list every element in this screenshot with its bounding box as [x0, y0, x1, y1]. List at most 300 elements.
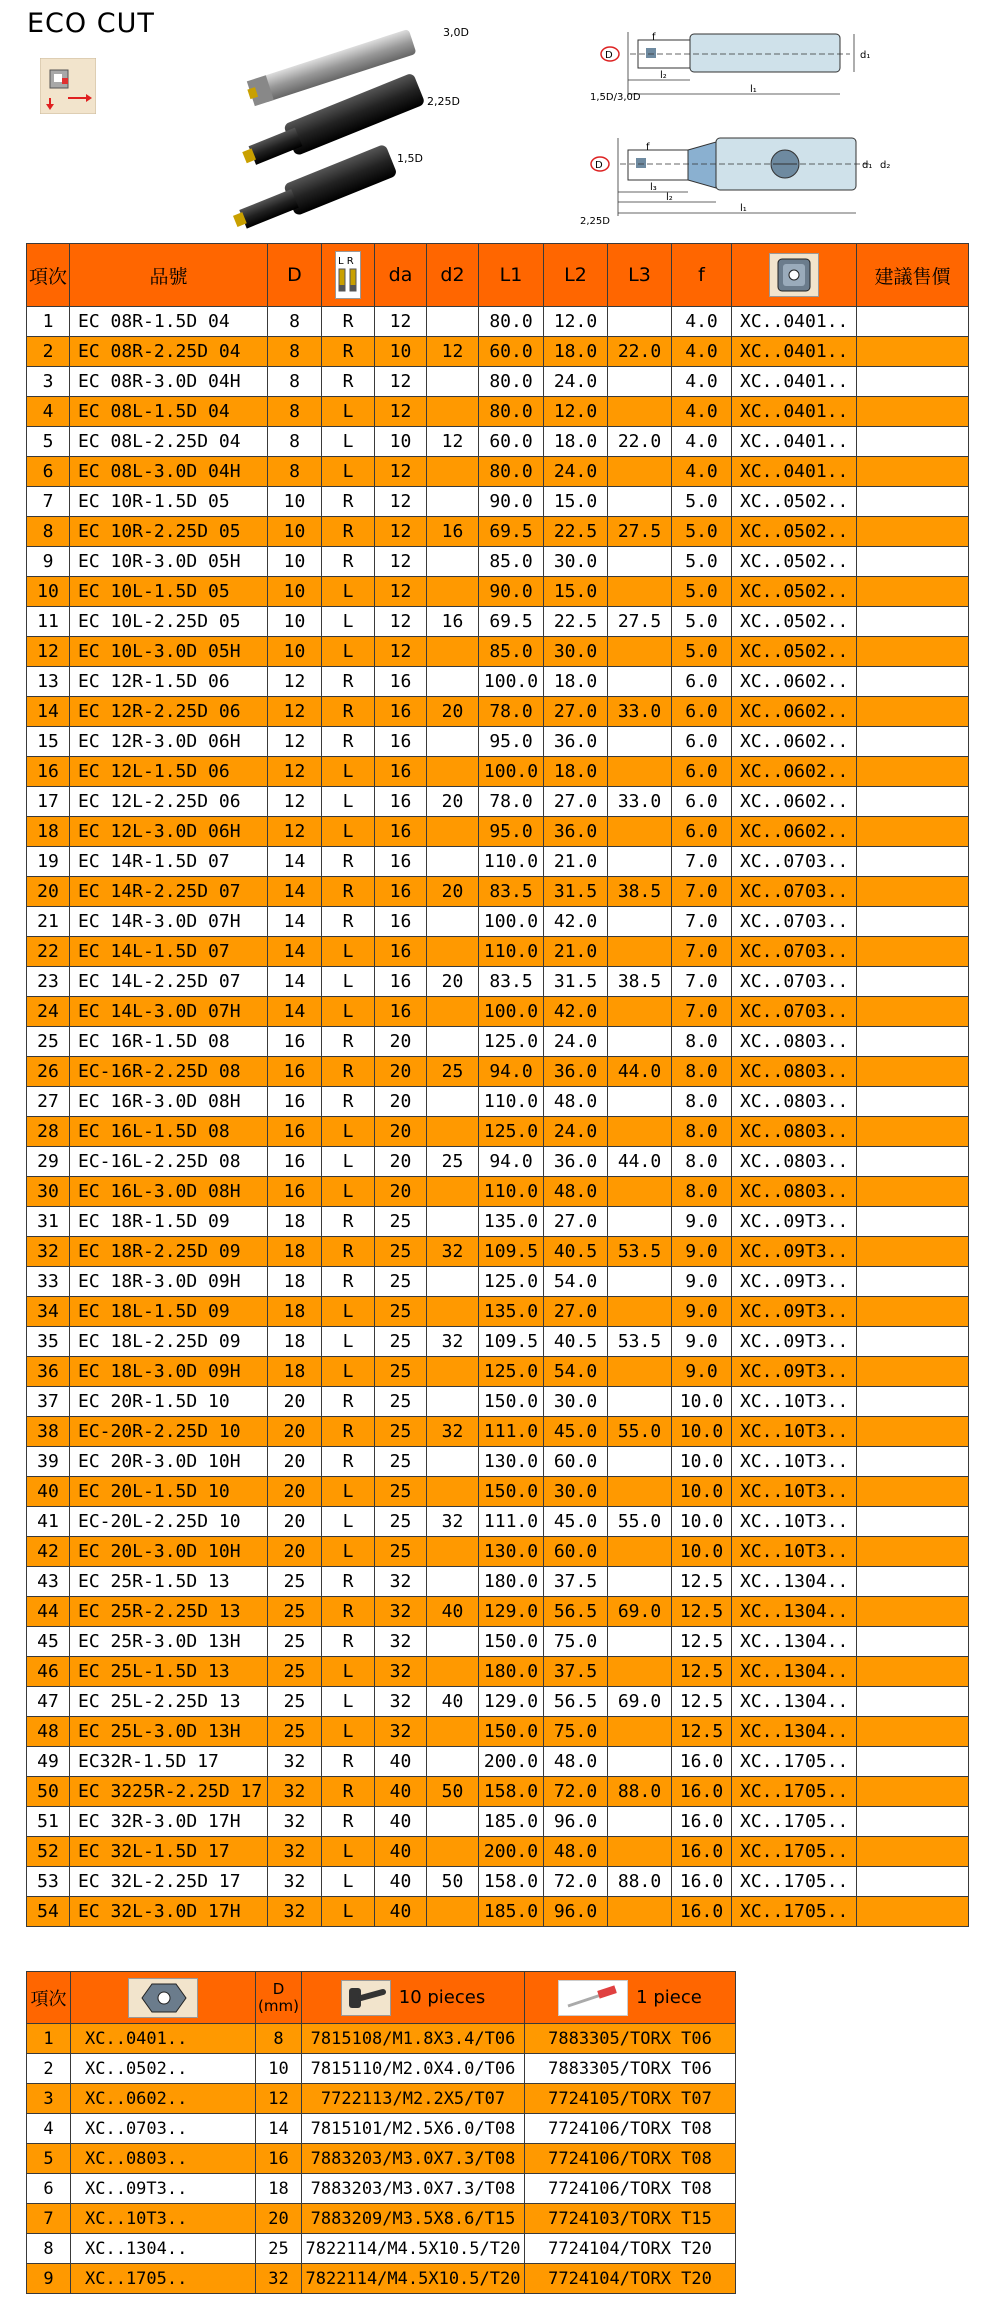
cell-no: 11	[27, 607, 70, 637]
cell-d2: 32	[427, 1327, 479, 1357]
cell-d2	[427, 1837, 479, 1867]
cell-f: 4.0	[672, 367, 732, 397]
cell-l2: 96.0	[544, 1897, 608, 1927]
cell-part: EC 18L-2.25D 09	[70, 1327, 268, 1357]
table-row	[27, 2024, 736, 2054]
cell-part: EC 18R-2.25D 09	[70, 1237, 268, 1267]
cell-price	[857, 1297, 969, 1327]
table-row	[27, 637, 969, 667]
accessory-table-body	[27, 2024, 736, 2294]
col-lr-header	[322, 244, 375, 307]
cell-l1: 111.0	[479, 1507, 544, 1537]
cell-l2: 48.0	[544, 1837, 608, 1867]
cell-f: 7.0	[672, 967, 732, 997]
cell-insert: XC..0803..	[732, 1177, 857, 1207]
cell-l2: 30.0	[544, 1477, 608, 1507]
cell-price	[857, 1267, 969, 1297]
cell-part: EC 20R-1.5D 10	[70, 1387, 268, 1417]
cell-price	[857, 1507, 969, 1537]
cell-l3	[608, 667, 672, 697]
cell-no: 38	[27, 1417, 70, 1447]
diag-bottom-l2: l₂	[666, 192, 673, 203]
cell-l3	[608, 937, 672, 967]
table-row	[27, 487, 969, 517]
cell-l3: 22.0	[608, 427, 672, 457]
cell-key: 7883305/TORX T06	[525, 2024, 736, 2054]
cell-d: 20	[256, 2204, 302, 2234]
cell-insert: XC..1705..	[71, 2264, 256, 2294]
cell-price	[857, 697, 969, 727]
spec-header-row	[27, 244, 969, 307]
cell-d: 20	[268, 1537, 322, 1567]
cell-no: 51	[27, 1807, 70, 1837]
cell-f: 8.0	[672, 1147, 732, 1177]
cell-f: 6.0	[672, 787, 732, 817]
cell-d: 16	[268, 1087, 322, 1117]
cell-d2	[427, 667, 479, 697]
table-row	[27, 877, 969, 907]
cell-d: 12	[256, 2084, 302, 2114]
cell-d2	[427, 757, 479, 787]
cell-da: 16	[375, 667, 427, 697]
cell-l3	[608, 307, 672, 337]
cell-l2: 72.0	[544, 1867, 608, 1897]
table-row	[27, 1147, 969, 1177]
cell-l3: 33.0	[608, 787, 672, 817]
cell-insert: XC..0401..	[732, 427, 857, 457]
cell-d: 14	[268, 997, 322, 1027]
cell-d: 8	[268, 337, 322, 367]
cell-d2	[427, 577, 479, 607]
table-row	[27, 907, 969, 937]
cell-d2	[427, 727, 479, 757]
cell-l2: 18.0	[544, 427, 608, 457]
cell-lr: L	[322, 997, 375, 1027]
cell-lr: R	[322, 1207, 375, 1237]
cell-d2	[427, 1567, 479, 1597]
cell-f: 4.0	[672, 397, 732, 427]
cell-part: EC 32L-2.25D 17	[70, 1867, 268, 1897]
cell-l2: 18.0	[544, 757, 608, 787]
acc-insert-header	[71, 1972, 256, 2024]
cell-d2	[427, 367, 479, 397]
cell-insert: XC..0502..	[732, 577, 857, 607]
cell-lr: R	[322, 1597, 375, 1627]
cell-lr: R	[322, 1027, 375, 1057]
cell-no: 53	[27, 1867, 70, 1897]
table-row	[27, 577, 969, 607]
cell-l2: 27.0	[544, 1207, 608, 1237]
cell-l2: 15.0	[544, 577, 608, 607]
acc-d-unit: (mm)	[258, 1996, 299, 2015]
cell-da: 12	[375, 607, 427, 637]
cell-da: 32	[375, 1717, 427, 1747]
table-row	[27, 1567, 969, 1597]
cell-insert: XC..1705..	[732, 1777, 857, 1807]
label-3d: 3,0D	[443, 26, 469, 39]
cell-f: 9.0	[672, 1327, 732, 1357]
cell-l3	[608, 997, 672, 1027]
cell-part: EC 16L-1.5D 08	[70, 1117, 268, 1147]
cell-d2	[427, 457, 479, 487]
cell-part: EC32R-1.5D 17	[70, 1747, 268, 1777]
cell-f: 5.0	[672, 517, 732, 547]
cell-no: 36	[27, 1357, 70, 1387]
cell-no: 33	[27, 1267, 70, 1297]
cell-da: 20	[375, 1177, 427, 1207]
cell-d2: 20	[427, 787, 479, 817]
cell-key: 7724104/TORX T20	[525, 2234, 736, 2264]
cell-da: 16	[375, 877, 427, 907]
cell-l1: 150.0	[479, 1627, 544, 1657]
cell-d: 16	[268, 1117, 322, 1147]
cell-price	[857, 1747, 969, 1777]
cell-lr: L	[322, 637, 375, 667]
table-row	[27, 817, 969, 847]
cell-price	[857, 487, 969, 517]
cell-da: 20	[375, 1147, 427, 1177]
table-row	[27, 1297, 969, 1327]
diag-bottom-f: f	[646, 142, 650, 153]
cell-part: EC 14R-1.5D 07	[70, 847, 268, 877]
cell-l2: 48.0	[544, 1087, 608, 1117]
cell-lr: R	[322, 907, 375, 937]
cell-d: 32	[256, 2264, 302, 2294]
cell-da: 20	[375, 1117, 427, 1147]
cell-l1: 150.0	[479, 1717, 544, 1747]
cell-d2	[427, 547, 479, 577]
cell-price	[857, 1627, 969, 1657]
cell-da: 25	[375, 1417, 427, 1447]
cell-screw: 7883209/M3.5X8.6/T15	[302, 2204, 525, 2234]
cell-l3	[608, 847, 672, 877]
cell-f: 12.5	[672, 1597, 732, 1627]
cell-no: 6	[27, 457, 70, 487]
cell-l3	[608, 637, 672, 667]
cell-l2: 54.0	[544, 1357, 608, 1387]
cell-da: 25	[375, 1297, 427, 1327]
cell-l3	[608, 577, 672, 607]
cell-l1: 110.0	[479, 1087, 544, 1117]
drill-tools-photo	[215, 10, 485, 235]
cell-l1: 110.0	[479, 937, 544, 967]
cell-l1: 135.0	[479, 1207, 544, 1237]
cell-no: 39	[27, 1447, 70, 1477]
cell-part: EC 08R-2.25D 04	[70, 337, 268, 367]
cell-d: 12	[268, 757, 322, 787]
cell-lr: L	[322, 1357, 375, 1387]
acc-key-header	[525, 1972, 736, 2024]
cell-no: 42	[27, 1537, 70, 1567]
cell-l1: 85.0	[479, 547, 544, 577]
cell-da: 25	[375, 1207, 427, 1237]
accessory-header-row	[27, 1972, 736, 2024]
cell-price	[857, 1597, 969, 1627]
cell-no: 5	[27, 2144, 71, 2174]
cell-d2: 16	[427, 517, 479, 547]
cell-lr: R	[322, 337, 375, 367]
cell-l2: 36.0	[544, 727, 608, 757]
cell-d: 8	[268, 307, 322, 337]
cell-da: 32	[375, 1687, 427, 1717]
table-row	[27, 1357, 969, 1387]
cell-d2	[427, 1807, 479, 1837]
cell-da: 40	[375, 1837, 427, 1867]
cell-f: 16.0	[672, 1807, 732, 1837]
cell-no: 18	[27, 817, 70, 847]
cell-l2: 36.0	[544, 817, 608, 847]
cell-d: 18	[268, 1237, 322, 1267]
cell-l1: 135.0	[479, 1297, 544, 1327]
cell-part: EC 20L-1.5D 10	[70, 1477, 268, 1507]
table-row	[27, 787, 969, 817]
cell-d: 18	[268, 1297, 322, 1327]
cell-part: EC 32L-3.0D 17H	[70, 1897, 268, 1927]
cell-l3: 55.0	[608, 1417, 672, 1447]
cell-d: 10	[268, 577, 322, 607]
cell-insert: XC..0502..	[71, 2054, 256, 2084]
cell-lr: L	[322, 1687, 375, 1717]
acc-no-header: 項次	[27, 1972, 71, 2024]
cell-l2: 54.0	[544, 1267, 608, 1297]
cell-insert: XC..1304..	[732, 1687, 857, 1717]
cell-f: 7.0	[672, 907, 732, 937]
cell-l2: 30.0	[544, 637, 608, 667]
cell-l3: 88.0	[608, 1777, 672, 1807]
cell-l1: 125.0	[479, 1267, 544, 1297]
cell-part: EC 10R-2.25D 05	[70, 517, 268, 547]
cell-l1: 100.0	[479, 667, 544, 697]
cell-f: 10.0	[672, 1507, 732, 1537]
cell-price	[857, 1777, 969, 1807]
cell-no: 50	[27, 1777, 70, 1807]
cell-lr: R	[322, 697, 375, 727]
cell-price	[857, 1417, 969, 1447]
cell-l1: 90.0	[479, 577, 544, 607]
cell-lr: R	[322, 1627, 375, 1657]
cell-d2	[427, 487, 479, 517]
cell-da: 10	[375, 427, 427, 457]
table-row	[27, 697, 969, 727]
cell-insert: XC..09T3..	[732, 1327, 857, 1357]
diag-bottom-d1: d₁	[862, 160, 873, 171]
cell-l3	[608, 1447, 672, 1477]
cell-f: 9.0	[672, 1297, 732, 1327]
cell-lr: R	[322, 1747, 375, 1777]
cell-l2: 45.0	[544, 1507, 608, 1537]
cell-lr: L	[322, 817, 375, 847]
cell-screw: 7815101/M2.5X6.0/T08	[302, 2114, 525, 2144]
cell-lr: R	[322, 1267, 375, 1297]
cell-insert: XC..10T3..	[732, 1387, 857, 1417]
cell-part: EC 18R-1.5D 09	[70, 1207, 268, 1237]
cell-d2	[427, 817, 479, 847]
cell-d: 32	[268, 1867, 322, 1897]
cell-no: 29	[27, 1147, 70, 1177]
table-row	[27, 2264, 736, 2294]
cell-d2	[427, 1297, 479, 1327]
cell-price	[857, 547, 969, 577]
cell-d: 25	[256, 2234, 302, 2264]
cell-l1: 83.5	[479, 877, 544, 907]
cell-d: 25	[268, 1567, 322, 1597]
cell-l3	[608, 367, 672, 397]
key-qty-label: 1 piece	[636, 1987, 702, 2008]
cell-da: 16	[375, 787, 427, 817]
cell-d2: 32	[427, 1237, 479, 1267]
cell-price	[857, 1357, 969, 1387]
cell-insert: XC..1304..	[732, 1657, 857, 1687]
cell-l3	[608, 1657, 672, 1687]
cell-l2: 45.0	[544, 1417, 608, 1447]
cell-insert: XC..0401..	[71, 2024, 256, 2054]
cell-no: 31	[27, 1207, 70, 1237]
cell-da: 32	[375, 1627, 427, 1657]
cell-d: 14	[268, 877, 322, 907]
col-d-header: D	[268, 244, 322, 307]
table-row	[27, 427, 969, 457]
table-row	[27, 1207, 969, 1237]
cell-d2	[427, 1357, 479, 1387]
cell-d: 8	[268, 367, 322, 397]
table-row	[27, 847, 969, 877]
cell-d2	[427, 1267, 479, 1297]
cell-l1: 95.0	[479, 727, 544, 757]
cell-part: EC 14L-3.0D 07H	[70, 997, 268, 1027]
cell-insert: XC..10T3..	[732, 1417, 857, 1447]
cell-lr: R	[322, 1567, 375, 1597]
cell-l1: 111.0	[479, 1417, 544, 1447]
cell-da: 20	[375, 1057, 427, 1087]
cell-d2	[427, 847, 479, 877]
cell-f: 5.0	[672, 637, 732, 667]
table-row	[27, 937, 969, 967]
cell-insert: XC..1705..	[732, 1807, 857, 1837]
cell-no: 32	[27, 1237, 70, 1267]
cell-price	[857, 427, 969, 457]
cell-f: 8.0	[672, 1177, 732, 1207]
cell-insert: XC..0502..	[732, 607, 857, 637]
cell-l3: 55.0	[608, 1507, 672, 1537]
cell-l1: 100.0	[479, 997, 544, 1027]
cell-l2: 56.5	[544, 1597, 608, 1627]
cell-price	[857, 1027, 969, 1057]
cell-insert: XC..0401..	[732, 307, 857, 337]
cell-l2: 27.0	[544, 1297, 608, 1327]
table-row	[27, 367, 969, 397]
cell-price	[857, 937, 969, 967]
cell-d: 16	[268, 1027, 322, 1057]
cell-d2	[427, 1387, 479, 1417]
cell-da: 12	[375, 577, 427, 607]
cell-part: EC 08R-1.5D 04	[70, 307, 268, 337]
cell-l3	[608, 1387, 672, 1417]
table-row	[27, 2114, 736, 2144]
cell-l1: 185.0	[479, 1807, 544, 1837]
cell-no: 41	[27, 1507, 70, 1537]
cell-da: 12	[375, 547, 427, 577]
cell-screw: 7815108/M1.8X3.4/T06	[302, 2024, 525, 2054]
cell-no: 3	[27, 2084, 71, 2114]
acc-d-label: D	[272, 1979, 285, 1998]
cell-l1: 94.0	[479, 1147, 544, 1177]
cell-insert: XC..0401..	[732, 337, 857, 367]
cell-price	[857, 1147, 969, 1177]
cell-price	[857, 517, 969, 547]
cell-lr: R	[322, 1087, 375, 1117]
cell-part: EC 20R-3.0D 10H	[70, 1447, 268, 1477]
cell-l1: 185.0	[479, 1897, 544, 1927]
cell-l1: 109.5	[479, 1327, 544, 1357]
cell-screw: 7883203/M3.0X7.3/T08	[302, 2174, 525, 2204]
cell-lr: R	[322, 667, 375, 697]
table-row	[27, 1627, 969, 1657]
cell-f: 9.0	[672, 1357, 732, 1387]
table-row	[27, 1777, 969, 1807]
cell-lr: L	[322, 1117, 375, 1147]
cell-l2: 48.0	[544, 1747, 608, 1777]
cell-insert: XC..10T3..	[732, 1507, 857, 1537]
cell-l3	[608, 547, 672, 577]
cell-da: 16	[375, 967, 427, 997]
cell-d2: 40	[427, 1687, 479, 1717]
cell-l1: 158.0	[479, 1867, 544, 1897]
boring-direction-icon	[40, 58, 96, 114]
table-row	[27, 1837, 969, 1867]
table-row	[27, 2084, 736, 2114]
cell-price	[857, 1657, 969, 1687]
cell-no: 34	[27, 1297, 70, 1327]
cell-l2: 21.0	[544, 937, 608, 967]
cell-d: 8	[268, 427, 322, 457]
cell-price	[857, 757, 969, 787]
cell-l1: 150.0	[479, 1387, 544, 1417]
cell-no: 27	[27, 1087, 70, 1117]
table-row	[27, 457, 969, 487]
cell-da: 25	[375, 1477, 427, 1507]
cell-no: 7	[27, 487, 70, 517]
screw-icon	[341, 1980, 391, 2016]
cell-d2	[427, 1177, 479, 1207]
cell-da: 16	[375, 727, 427, 757]
cell-insert: XC..10T3..	[732, 1477, 857, 1507]
cell-l1: 85.0	[479, 637, 544, 667]
cell-d2: 20	[427, 877, 479, 907]
cell-price	[857, 727, 969, 757]
cell-da: 25	[375, 1267, 427, 1297]
cell-d: 32	[268, 1807, 322, 1837]
torx-key-icon	[558, 1980, 628, 2016]
cell-da: 10	[375, 337, 427, 367]
cell-insert: XC..09T3..	[71, 2174, 256, 2204]
cell-insert: XC..0703..	[732, 997, 857, 1027]
cell-lr: L	[322, 787, 375, 817]
cell-price	[857, 337, 969, 367]
cell-d2: 50	[427, 1777, 479, 1807]
cell-insert: XC..1304..	[732, 1567, 857, 1597]
cell-f: 12.5	[672, 1717, 732, 1747]
cell-f: 7.0	[672, 937, 732, 967]
cell-key: 7883305/TORX T06	[525, 2054, 736, 2084]
cell-l2: 56.5	[544, 1687, 608, 1717]
cell-d2: 40	[427, 1597, 479, 1627]
cell-price	[857, 1387, 969, 1417]
spec-table	[26, 243, 969, 1927]
cell-d2: 32	[427, 1417, 479, 1447]
cell-insert: XC..0502..	[732, 637, 857, 667]
cell-l3	[608, 1177, 672, 1207]
cell-l3	[608, 757, 672, 787]
